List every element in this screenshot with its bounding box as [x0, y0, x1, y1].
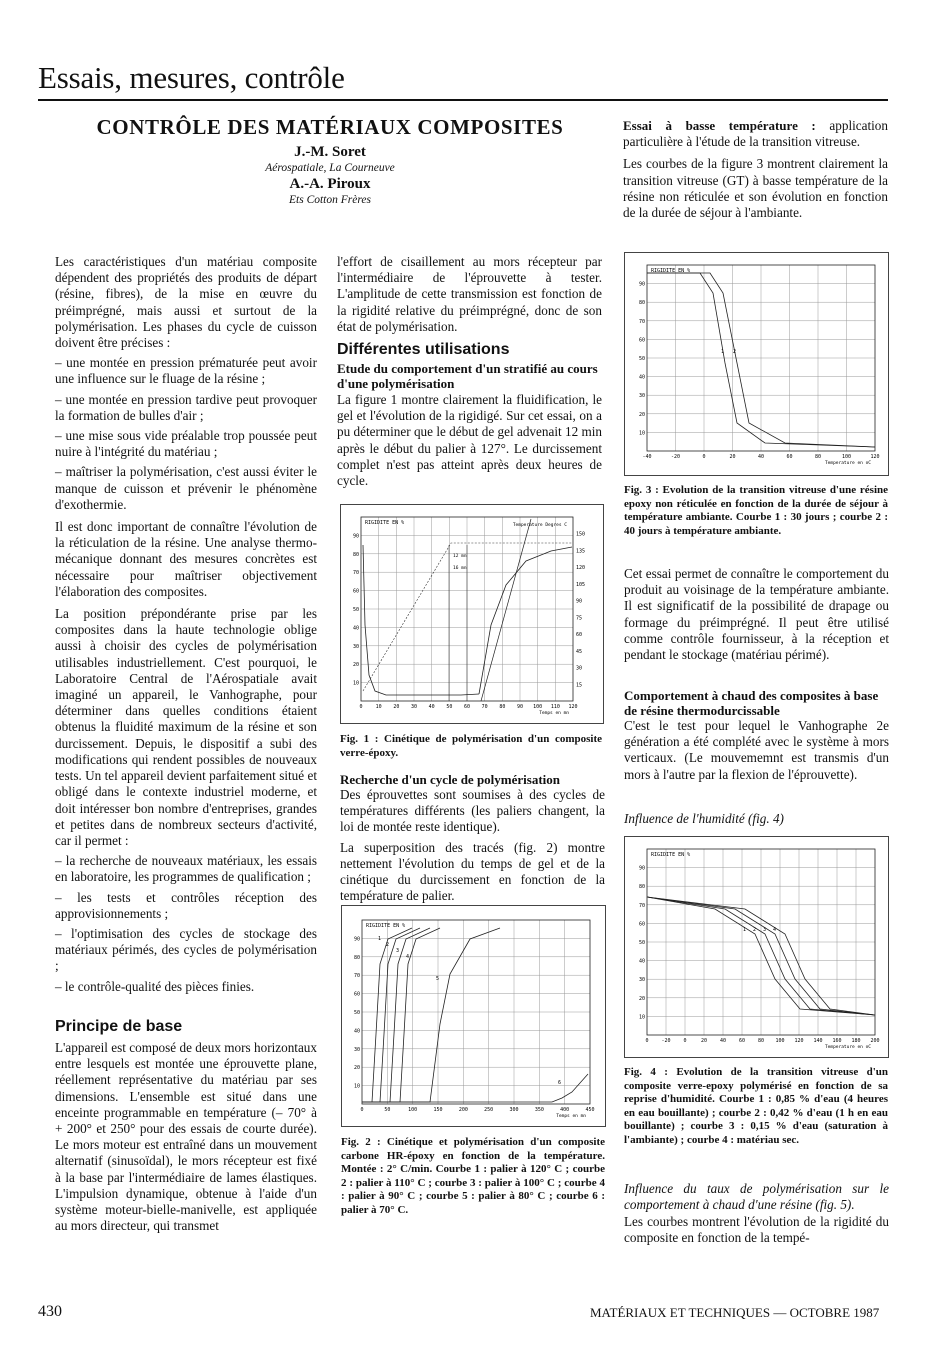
x-tick-label: 400	[560, 1107, 570, 1113]
x-tick-label: 40	[719, 1038, 727, 1044]
x-tick-label: 40	[757, 454, 765, 460]
x-tick-label: 60	[738, 1038, 746, 1044]
x-tick-label: 30	[410, 704, 418, 710]
x-tick-label: -40	[642, 454, 652, 460]
y-axis-title: RIGIDITE EN %	[366, 923, 406, 929]
heading-etude: Etude du comportement d'un stratifié au cours d'une polymérisation	[337, 361, 598, 391]
y-tick-label: 90	[352, 533, 359, 540]
x-tick-label: 200	[870, 1038, 880, 1044]
y-axis-title: RIGIDITE EN %	[651, 268, 691, 274]
x-tick-label: 100	[841, 454, 852, 460]
temperature-curve	[363, 543, 573, 691]
y-tick-label: 50	[353, 1010, 360, 1016]
figure-1-caption: Fig. 1 : Cinétique de polymérisation d'un composite verre-époxy.	[340, 733, 602, 759]
figure-4-plot	[625, 837, 888, 1057]
y-tick-label: 90	[638, 865, 645, 872]
y-tick-label: 10	[638, 430, 645, 437]
y-tick-label: 40	[638, 958, 645, 965]
y2-tick-label: 45	[576, 648, 583, 655]
x-tick-label: 0	[702, 454, 706, 460]
affiliation-1: Aérospatiale, La Courneuve	[265, 162, 395, 174]
paragraph: L'appareil est composé de deux mors horizontaux entre lesquels est montée une éprouvette plane, réellement représentative du matériau par ses dimensions. L'ensemble est situé dans une enceinte programmable en température (– 70° à + 200° et 250° pour des essais de courte durée). Le mors moteur est entraîné dans un mouvement alternatif (sinusoïdal), le mors récepteur est fixé à la base par l'intermédiaire de lames élastiques. L'impulsion dynamique, obtenue à l'aide d'un système moteur-bielle-manivelle, est appliquée au mors directeur, qui transmet	[55, 1040, 317, 1234]
y-tick-label: 30	[353, 1046, 360, 1053]
x-tick-label: 80	[757, 1038, 765, 1044]
section-rubric: Essais, mesures, contrôle	[38, 60, 345, 95]
heading-utilisations: Différentes utilisations	[337, 341, 510, 358]
page-number: 430	[38, 1303, 62, 1320]
series-curve-5	[362, 928, 500, 1102]
x-axis-title: Temps en mn	[556, 1114, 586, 1119]
x-tick-label: 100	[533, 704, 543, 710]
x-tick-label: 70	[481, 704, 488, 710]
x-axis-title: Temps en mn	[539, 711, 569, 716]
column-1-bottom	[55, 1040, 317, 1238]
y-tick-label: 50	[638, 940, 645, 946]
y-tick-label: 60	[638, 337, 645, 344]
tangent-line	[481, 519, 531, 701]
figure-4	[624, 836, 889, 1058]
x-tick-label: 200	[458, 1107, 468, 1113]
x-tick-label: 20	[700, 1038, 708, 1044]
x-tick-label: 50	[384, 1107, 391, 1113]
list-item: – maîtriser la polymérisation, c'est aussi éviter le manque de cuisson et prévenir le phénomène d'exothermie.	[55, 464, 317, 512]
series-label: 5	[436, 976, 440, 982]
list-item: – les tests et contrôles réception des approvisionnements ;	[55, 889, 317, 921]
paragraph: Cet essai permet de connaître le comportement du produit au voisinage de la température ambiante. Il est significatif de la possibilité de drapage ou formage du préimprégné. Il peut être utilisé comme contrôle fournisseur, à la réception et pendant le stockage (matériau périmé).	[624, 566, 889, 663]
x-tick-label: -20	[670, 454, 681, 460]
y-tick-label: 40	[638, 374, 645, 381]
x-tick-label: 90	[516, 704, 524, 710]
header-rule	[38, 99, 888, 101]
journal-footer: MATÉRIAUX ET TECHNIQUES — OCTOBRE 1987	[590, 1305, 880, 1320]
y-tick-label: 20	[638, 995, 645, 1002]
y-tick-label: 40	[353, 1028, 360, 1035]
y2-tick-label: 75	[576, 615, 583, 622]
column-3-mid	[624, 566, 889, 667]
y-tick-label: 80	[352, 551, 359, 558]
y-tick-label: 10	[352, 680, 359, 687]
lead-rest: application particulière à l'étude de la transition vitreuse.	[623, 118, 888, 150]
y-axis-title: RIGIDITE EN %	[651, 852, 691, 858]
series-curve-1	[362, 928, 412, 1102]
y-tick-label: 40	[352, 625, 359, 632]
y-tick-label: 90	[638, 281, 645, 288]
paragraph: C'est le test pour lequel le Vanhographe 2e génération a été complété avec le système à mors verticaux. (Le mouvememnt est transmis d'un mors à l'autre par la flexion de l'éprouvette).	[624, 718, 889, 782]
column-2-etude	[337, 392, 602, 493]
figure-3	[624, 252, 889, 476]
x-tick-label: 60	[463, 704, 471, 710]
list-item: – la recherche de nouveaux matériaux, les essais en laboratoire, les programmes de qualification ;	[55, 853, 317, 885]
y-tick-label: 10	[353, 1083, 360, 1090]
y2-tick-label: 15	[576, 682, 583, 689]
series-curve-6	[362, 1074, 588, 1102]
x-tick-label: 100	[775, 1038, 785, 1044]
series-label: 2	[386, 942, 390, 948]
series-label: 3	[396, 948, 400, 954]
x-tick-label: 0	[360, 1107, 364, 1113]
list-item: – l'optimisation des cycles de stockage des matériaux périmés, des cycles de polymérisation ;	[55, 925, 317, 974]
y-tick-label: 20	[352, 662, 359, 669]
y-tick-label: 30	[352, 643, 359, 650]
y-tick-label: 70	[638, 318, 645, 325]
figure-2-plot	[342, 906, 605, 1126]
y2-tick-label: 30	[576, 665, 583, 672]
list-item: – le contrôle-qualité des pièces finies.	[55, 978, 255, 994]
x-tick-label: 80	[499, 704, 506, 710]
figure-2	[341, 905, 606, 1127]
figure-3-plot	[625, 253, 888, 475]
y2-tick-label: 90	[576, 598, 583, 605]
y-tick-label: 30	[638, 977, 645, 984]
figure-1	[340, 504, 604, 724]
list-item: – une mise sous vide préalable trop poussée peut nuire à l'intégrité du matériau ;	[55, 428, 317, 460]
x-tick-label: 0	[359, 704, 363, 710]
list-item: – une montée en pression tardive peut provoquer la formation de bulles d'air ;	[55, 391, 317, 423]
paragraph: Les courbes montrent l'évolution de la rigidité du composite en fonction de la tempé-	[624, 1214, 889, 1246]
paragraph: Des éprouvettes sont soumises à des cycles de températures différents (les paliers changent, la loi de montée reste identique).	[340, 787, 605, 835]
column-1	[55, 254, 317, 999]
y-tick-label: 70	[353, 973, 360, 980]
column-3-chaud	[624, 718, 889, 787]
article-title: CONTRÔLE DES MATÉRIAUX COMPOSITES	[96, 115, 564, 139]
rigidity-curve	[479, 547, 572, 694]
series-curve-3	[362, 928, 430, 1102]
author-2: A.-A. Piroux	[289, 176, 371, 192]
y-tick-label: 70	[638, 902, 645, 909]
heading-chaud: Comportement à chaud des composites à base de résine thermodurcissable	[624, 688, 879, 718]
x-tick-label: 140	[813, 1038, 823, 1044]
figure-2-caption: Fig. 2 : Cinétique et polymérisation d'un composite carbone HR-époxy en fonction de la température. Montée : 2° C/min. Courbe 1 : palier à 120° C ; courbe 2 : palier à 110° C ; courbe 3 : palier à 100° C ; courbe 4 : palier à 90° C ; courbe 5 : palier à 80° C ; courbe 6 : palier à 70° C.	[341, 1136, 605, 1216]
y2-tick-label: 105	[576, 581, 586, 588]
list-item: – une montée en pression prématurée peut avoir une influence sur le fluage de la résine ;	[55, 355, 317, 387]
y-tick-label: 10	[638, 1014, 645, 1021]
y-tick-label: 20	[353, 1065, 360, 1072]
x-tick-label: 80	[814, 454, 822, 460]
x-tick-label: 350	[534, 1107, 544, 1113]
x-tick-label: 110	[550, 704, 560, 710]
heading-polymerisation: Influence du taux de polymérisation sur le comportement à chaud d'une résine (fig. 5).	[624, 1181, 889, 1213]
annotation: 12 mn	[453, 554, 467, 559]
x-tick-label: 450	[585, 1107, 595, 1113]
x-tick-label: 40	[428, 704, 435, 710]
heading-principe: Principe de base	[55, 1018, 183, 1035]
series-label: 1	[721, 349, 725, 355]
column-3-top	[623, 118, 888, 225]
y-axis-title: RIGIDITE EN %	[365, 520, 405, 526]
y-tick-label: 30	[638, 393, 645, 400]
x-tick-label: 20	[393, 704, 400, 710]
y-tick-label: 50	[638, 356, 645, 362]
x-tick-label: 120	[568, 704, 578, 710]
y2-tick-label: 120	[576, 565, 586, 572]
column-2-cycle	[340, 787, 605, 908]
y-tick-label: 80	[353, 954, 360, 961]
series-label: 2	[753, 927, 757, 933]
x-tick-label: 120	[794, 1038, 804, 1044]
series-label: 4	[406, 954, 410, 960]
x-axis-title: Temperature en oC	[824, 1045, 871, 1050]
y-tick-label: 60	[352, 588, 359, 595]
series-label: 6	[558, 1080, 562, 1086]
paragraph: Les caractéristiques d'un matériau composite dépendent des propriétés des produits de départ (résine, fibres), de la mise en œuvre du préimprégné, mais aussi et surtout de la polymérisation. Les phases du cycle de cuisson doivent être précises :	[55, 254, 317, 351]
series-label: 1	[378, 936, 382, 942]
series-label: 4	[773, 927, 777, 933]
series-label: 2	[733, 349, 737, 355]
y-tick-label: 80	[638, 300, 645, 307]
y-tick-label: 70	[352, 570, 359, 577]
y-tick-label: 90	[353, 936, 360, 943]
lead-bold: Essai à basse température :	[623, 118, 816, 133]
paragraph: La figure 1 montre clairement la fluidification, le gel et l'évolution de la rigidigé. Sur cet essai, on a pu déterminer que le début de gel advenait 12 min après le début du palier à 127°. Le durcissement complet n'est pas atteint après deux heures de cycle.	[337, 392, 602, 489]
x-tick-label: 250	[484, 1107, 494, 1113]
y-tick-label: 60	[638, 921, 645, 928]
x-tick-label: 160	[832, 1038, 842, 1044]
affiliation-2: Ets Cotton Frères	[289, 194, 371, 206]
figure-1-plot	[341, 505, 603, 723]
x-tick-label: 0	[683, 1038, 687, 1044]
y-tick-label: 50	[352, 607, 359, 613]
x-tick-label: 180	[851, 1038, 861, 1044]
x-tick-label: 60	[786, 454, 793, 460]
x-tick-label: 20	[729, 454, 736, 460]
x-tick-label: 0	[645, 1038, 649, 1044]
series-label: 1	[743, 927, 747, 933]
x-tick-label: 100	[408, 1107, 418, 1113]
y2-tick-label: 150	[576, 531, 586, 538]
paragraph: Les courbes de la figure 3 montrent clairement la transition vitreuse (GT) à basse température de la résine non réticulée et son évolution en fonction de la durée de séjour à l'ambiante.	[623, 156, 888, 221]
series-label: 3	[763, 927, 767, 933]
column-2-top	[337, 254, 602, 339]
y-tick-label: 80	[638, 884, 645, 891]
y-tick-label: 20	[638, 411, 645, 418]
paragraph: Il est donc important de connaître l'évolution de la réticulation de la résine. Une analyse thermo-mécanique donnant des mesures concrètes est nécessaire pour maîtriser objectivement l'élaboration des composites.	[55, 519, 317, 599]
paragraph: l'effort de cisaillement au mors récepteur par l'intermédiaire de l'éprouvette à tester. L'amplitude de cette transmission est fonction de la rigidité relative du préimprégné, donc de son état de polymérisation.	[337, 254, 602, 334]
y2-axis-title: Temperature Degres C	[512, 523, 567, 528]
x-axis-title: Temperature en oC	[824, 461, 871, 466]
x-tick-label: 120	[870, 454, 880, 460]
heading-humidite: Influence de l'humidité (fig. 4)	[624, 811, 784, 826]
paragraph: La superposition des tracés (fig. 2) montre nettement l'évolution du temps de gel et de la cinétique du durcissement en fonction de la température de palier.	[340, 839, 605, 904]
annotation: 16 mn	[453, 566, 467, 571]
y2-tick-label: 135	[576, 548, 586, 555]
author-1: J.-M. Soret	[294, 144, 366, 160]
x-tick-label: 300	[509, 1107, 519, 1113]
x-tick-label: 150	[433, 1107, 443, 1113]
paragraph: La position prépondérante prise par les composites dans la haute technologie oblige aussi à choisir des cycles de polymérisation utilisables industriellement. C'est pourquoi, le Laboratoire Central de l'Aérospatiale avait imaginé un appareil, le Vanhographe, pour déterminer dans quelles conditions étaient obtenus la fluidité maximum de la résine et son durcissement. Depuis, le dispositif a subi des modifications qui rendent possibles de nouveaux tests. Un tel appareil devient parfaitement situé et obligé dans le contexte industriel moderne, et doit intéresser bon nombre d'entreprises, grandes et petites dans de nombreux secteurs d'activité, car il permet :	[55, 606, 317, 848]
x-tick-label: 10	[375, 704, 382, 710]
y-tick-label: 60	[353, 991, 360, 998]
y2-tick-label: 60	[576, 632, 583, 639]
heading-cycle: Recherche d'un cycle de polymérisation	[340, 772, 561, 787]
x-tick-label: 50	[446, 704, 453, 710]
figure-4-caption: Fig. 4 : Evolution de la transition vitreuse d'un composite verre-epoxy polymérisé en fonction de sa reprise d'humidité. Courbe 1 : 0,85 % d'eau (4 heures en eau bouillante) ; courbe 2 : 0,42 % d'eau (1 h en eau bouillante) ; courbe 3 : 0,15 % d'eau (saturation à l'ambiante) ; courbe 4 : matériau sec.	[624, 1066, 888, 1146]
figure-3-caption: Fig. 3 : Evolution de la transition vitreuse d'une résine epoxy non réticulée en fonction de la durée de séjour à température ambiante. Courbe 1 : 30 jours ; courbe 2 : 40 jours à température ambiante.	[624, 484, 888, 537]
column-3-bottom	[624, 1214, 889, 1250]
x-tick-label: -20	[661, 1038, 671, 1044]
